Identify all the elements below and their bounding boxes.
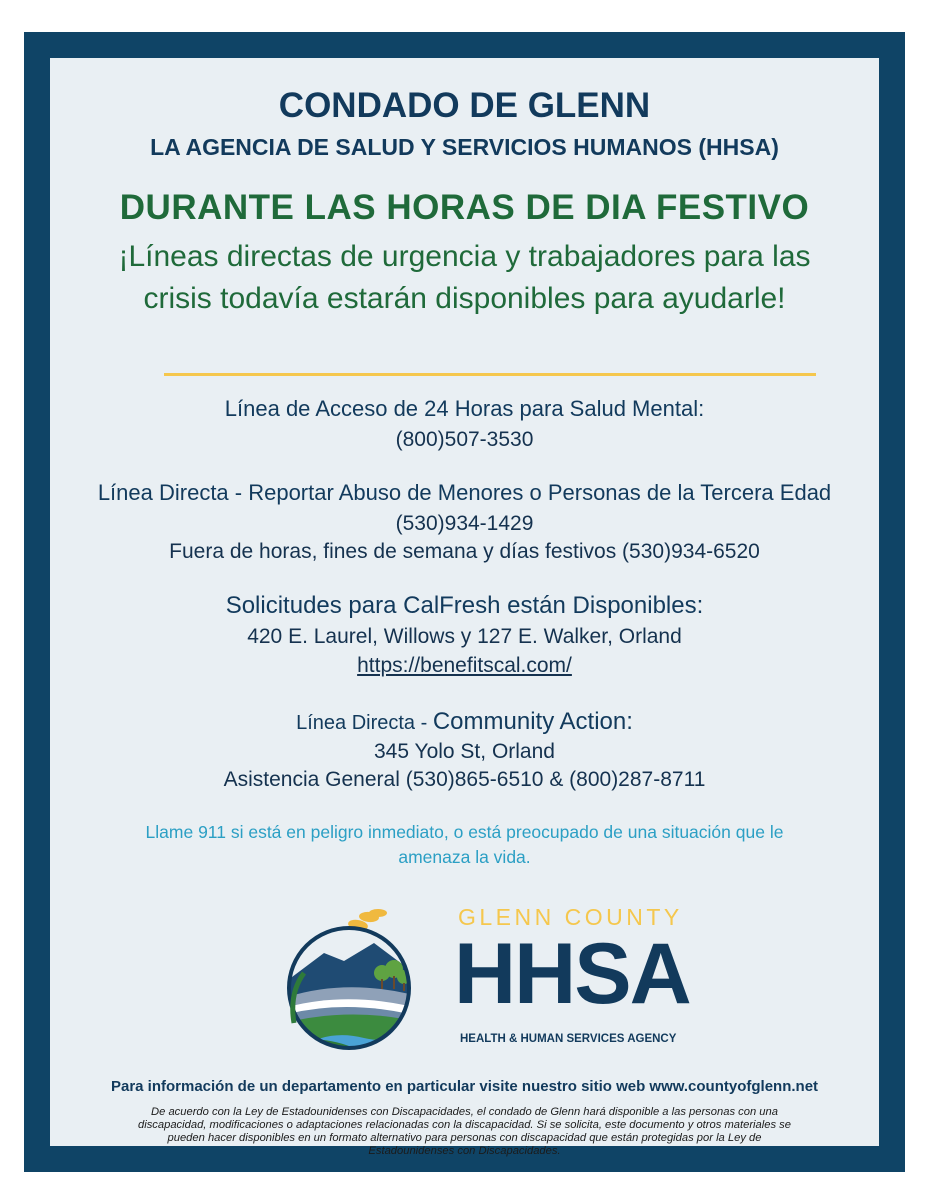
hhsa-landscape-logo-icon <box>264 903 419 1051</box>
logo-agency-text: HEALTH & HUMAN SERVICES AGENCY <box>460 1033 677 1045</box>
subtitle-line-2: crisis todavía estarán disponibles para ayudarle! <box>143 282 786 315</box>
community-phones: Asistencia General (530)865-6510 & (800)287-8711 <box>223 768 706 791</box>
disclaimer-line-3: pueden hacer disponibles en un formato alternativo para personas con discapacidad que están protegidas por la Ley de <box>167 1132 762 1144</box>
community-title-prefix: Línea Directa - <box>296 712 433 734</box>
community-action-title <box>50 708 879 736</box>
poster-panel <box>50 58 879 1157</box>
community-address: 345 Yolo St, Orland <box>374 740 555 763</box>
warning-line-1: Llame 911 si está en peligro inmediato, o está preocupado de una situación que le <box>145 822 784 842</box>
landscape-icon <box>284 923 414 1051</box>
disclaimer-line-1: De acuerdo con la Ley de Estadounidenses con Discapacidades, el condado de Glenn hará disponible a las personas con una <box>151 1106 778 1118</box>
disclaimer-line-2: discapacidad, modificaciones o adaptaciones relacionadas con la discapacidad. Si se solicita, este documento y otros materiales se <box>138 1119 791 1131</box>
community-title-main: Community Action: <box>432 708 633 735</box>
calfresh-title: Solicitudes para CalFresh están Disponibles: <box>225 592 704 619</box>
gold-divider <box>164 373 816 376</box>
abuse-hotline-title: Línea Directa - Reportar Abuso de Menores o Personas de la Tercera Edad <box>97 480 832 505</box>
abuse-after-hours: Fuera de horas, fines de semana y días festivos (530)934-6520 <box>169 540 760 563</box>
calfresh-link-row <box>50 654 879 678</box>
disclaimer-line-4: Estadounidenses con Discapacidades. <box>368 1145 561 1157</box>
warning-line-2: amenaza la vida. <box>398 847 531 867</box>
holiday-heading: DURANTE LAS HORAS DE DIA FESTIVO <box>119 188 810 227</box>
logo-county-text: GLENN COUNTY <box>458 904 683 930</box>
calfresh-address: 420 E. Laurel, Willows y 127 E. Walker, Orland <box>247 625 682 648</box>
holiday-subtitle <box>50 236 879 320</box>
website-info: Para información de un departamento en particular visite nuestro sitio web www.countyofglenn.net <box>110 1078 819 1095</box>
mental-health-title: Línea de Acceso de 24 Horas para Salud Mental: <box>224 396 705 421</box>
subtitle-line-1: ¡Líneas directas de urgencia y trabajadores para las <box>118 240 811 273</box>
abuse-hotline-phone[interactable]: (530)934-1429 <box>395 512 534 535</box>
county-title: CONDADO DE GLENN <box>278 86 651 125</box>
emergency-warning <box>50 820 879 870</box>
agency-title: LA AGENCIA DE SALUD Y SERVICIOS HUMANOS (HHSA) <box>150 134 779 160</box>
ada-disclaimer <box>80 1106 849 1158</box>
logo-hhsa-text: HHSA <box>454 926 690 1022</box>
benefitscal-link[interactable]: https://benefitscal.com/ <box>357 654 572 677</box>
poster-frame <box>24 32 905 1172</box>
mental-health-phone[interactable]: (800)507-3530 <box>395 428 534 451</box>
